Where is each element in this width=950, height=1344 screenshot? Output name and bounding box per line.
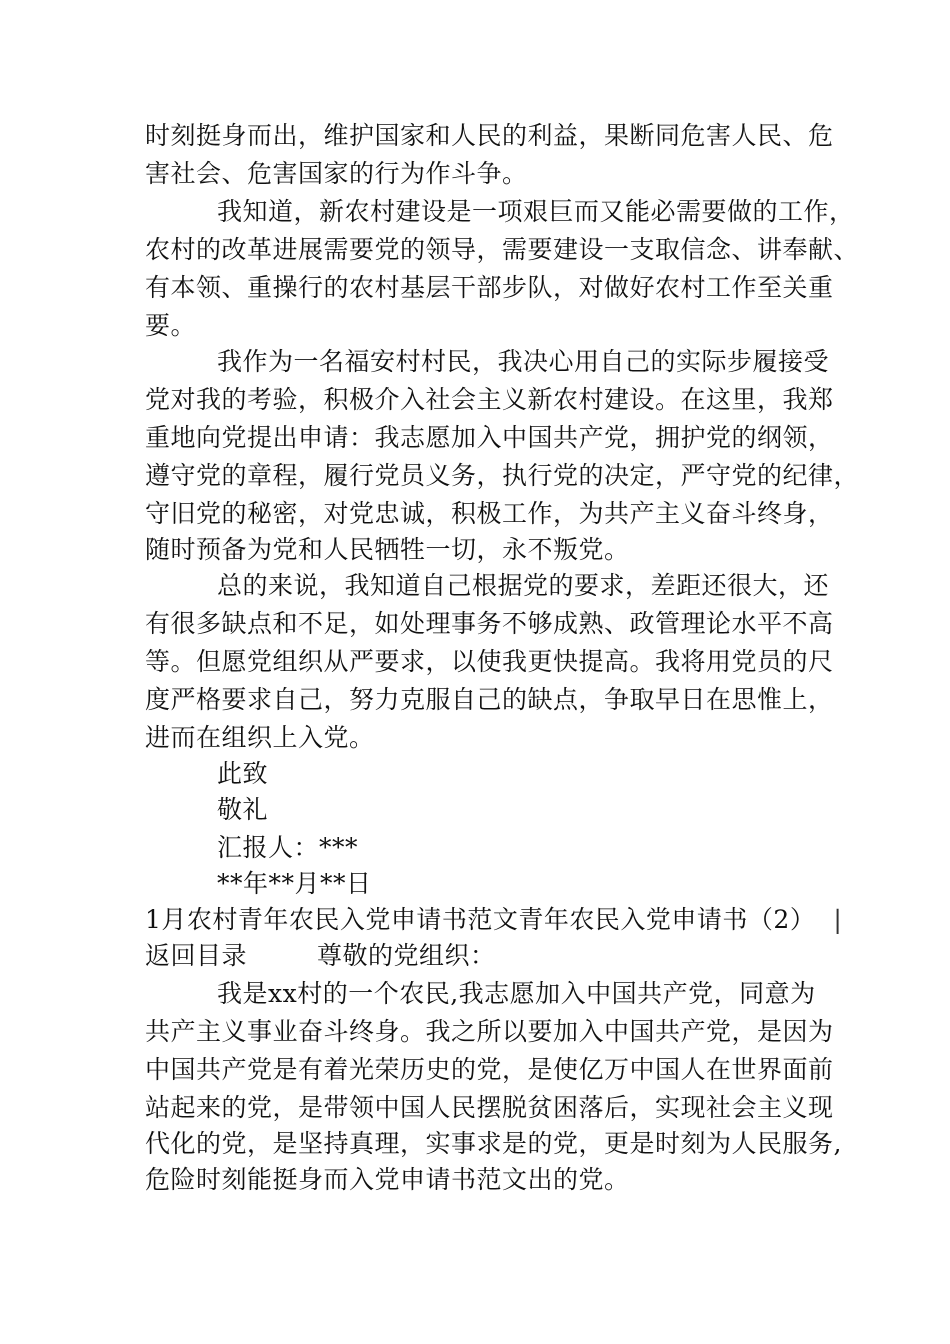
closing-reporter: 汇报人：*** xyxy=(217,833,359,862)
paragraph-2-line-1: 我知道，新农村建设是一项艰巨而又能必需要做的工作， xyxy=(217,197,855,226)
paragraph-5-line-3: 中国共产党是有着光荣历史的党，是使亿万中国人在世界面前 xyxy=(145,1055,834,1084)
paragraph-1-line-1: 时刻挺身而出，维护国家和人民的利益，果断同危害人民、危 xyxy=(145,121,834,150)
section-title-line xyxy=(145,902,842,938)
paragraph-1-line-2: 害社会、危害国家的行为作斗争。 xyxy=(145,159,528,188)
closing-date: **年**月**日 xyxy=(217,869,372,898)
paragraph-2-line-2: 农村的改革进展需要党的领导，需要建设一支取信念、讲奉献、 xyxy=(145,235,860,264)
paragraph-3-line-1: 我作为一名福安村村民，我决心用自己的实际步履接受 xyxy=(217,347,830,376)
paragraph-4-line-1: 总的来说，我知道自己根据党的要求，差距还很大，还 xyxy=(217,571,830,600)
closing-regards: 敬礼 xyxy=(217,795,269,824)
paragraph-5-line-2: 共产主义事业奋斗终身。我之所以要加入中国共产党，是因为 xyxy=(145,1017,834,1046)
paragraph-4-line-4: 度严格要求自己，努力克服自己的缺点，争取早日在思惟上， xyxy=(145,685,834,714)
closing-salutation: 此致 xyxy=(217,759,269,788)
back-to-toc-link[interactable]: 返回目录 xyxy=(145,941,248,970)
separator: | xyxy=(833,905,843,934)
paragraph-3-line-5: 守旧党的秘密，对党忠诚，积极工作，为共产主义奋斗终身， xyxy=(145,499,834,528)
paragraph-5-line-4: 站起来的党，是带领中国人民摆脱贫困落后，实现社会主义现 xyxy=(145,1093,834,1122)
paragraph-3-line-2: 党对我的考验，积极介入社会主义新农村建设。在这里，我郑 xyxy=(145,385,834,414)
paragraph-4-line-3: 等。但愿党组织从严要求，以使我更快提高。我将用党员的尺 xyxy=(145,647,834,676)
paragraph-3-line-3: 重地向党提出申请：我志愿加入中国共产党，拥护党的纲领， xyxy=(145,423,834,452)
paragraph-2-line-4: 要。 xyxy=(145,311,197,340)
paragraph-4-line-2: 有很多缺点和不足，如处理事务不够成熟、政管理论水平不高 xyxy=(145,609,834,638)
paragraph-3-line-6: 随时预备为党和人民牺牲一切，永不叛党。 xyxy=(145,535,630,564)
paragraph-4-line-5: 进而在组织上入党。 xyxy=(145,723,375,752)
paragraph-5-line-5: 代化的党，是坚持真理，实事求是的党，更是时刻为人民服务, xyxy=(145,1129,842,1158)
paragraph-2-line-3: 有本领、重操行的农村基层干部步队，对做好农村工作至关重 xyxy=(145,273,834,302)
paragraph-5-line-6: 危险时刻能挺身而入党申请书范文出的党。 xyxy=(145,1165,630,1194)
section-title: 1月农村青年农民入党申请书范文青年农民入党申请书（2） xyxy=(145,905,816,934)
paragraph-3-line-4: 遵守党的章程，履行党员义务，执行党的决定，严守党的纪律， xyxy=(145,461,860,490)
greeting: 尊敬的党组织： xyxy=(317,941,496,970)
paragraph-5-line-1: 我是xx村的一个农民,我志愿加入中国共产党，同意为 xyxy=(217,979,816,1008)
back-and-greeting-line xyxy=(145,938,496,974)
